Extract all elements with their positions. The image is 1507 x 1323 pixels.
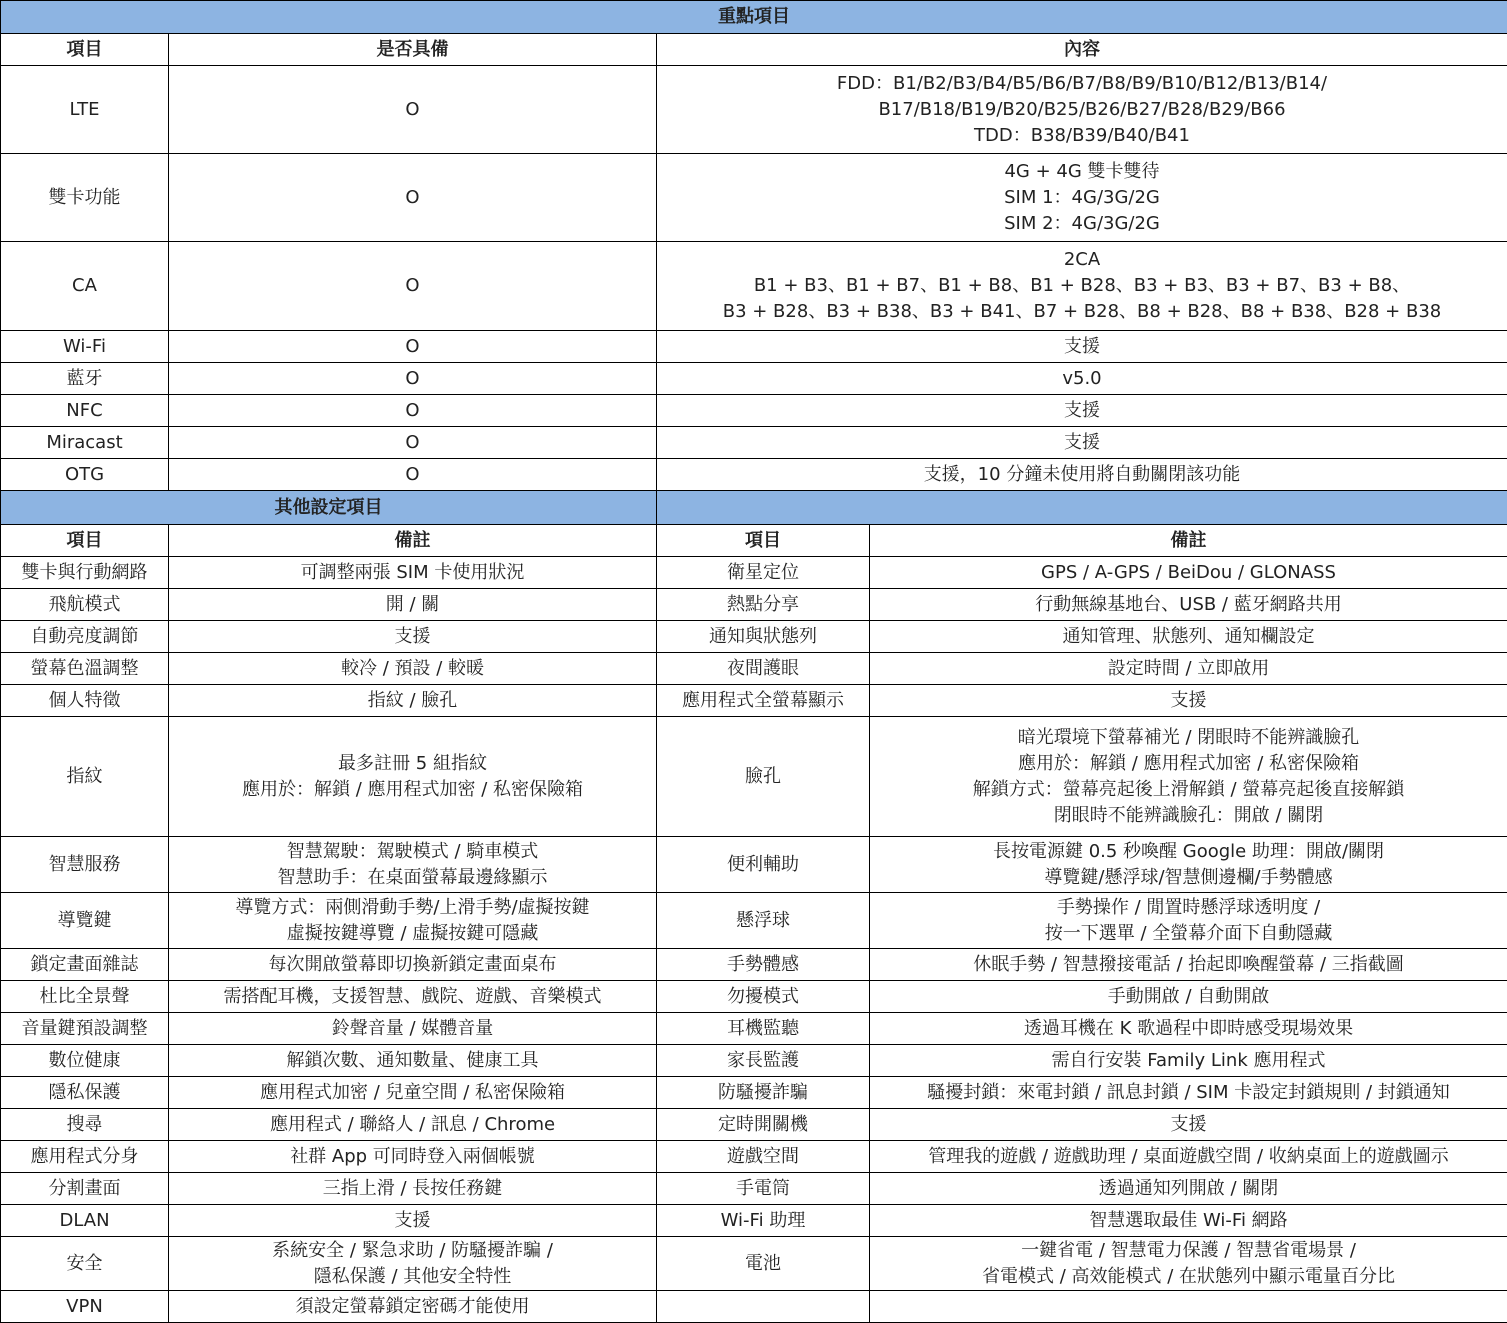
table-row <box>1 427 1507 459</box>
column-header-note-1: 備註 <box>169 525 657 557</box>
note-cell: 開 / 關 <box>169 589 657 621</box>
column-header-item-1: 項目 <box>1 525 169 557</box>
note-cell: 最多註冊 5 組指紋 應用於：解鎖 / 應用程式加密 / 私密保險箱 <box>169 717 657 837</box>
item-cell: 數位健康 <box>1 1045 169 1077</box>
content-cell: 支援 <box>657 427 1507 459</box>
item-cell: Wi-Fi 助理 <box>657 1205 870 1237</box>
item-cell: 勿擾模式 <box>657 981 870 1013</box>
note-cell: 三指上滑 / 長按任務鍵 <box>169 1173 657 1205</box>
item-cell: 分割畫面 <box>1 1173 169 1205</box>
note-cell: 需搭配耳機，支援智慧、戲院、遊戲、音樂模式 <box>169 981 657 1013</box>
content-cell: v5.0 <box>657 363 1507 395</box>
note-cell: 管理我的遊戲 / 遊戲助理 / 桌面遊戲空間 / 收納桌面上的遊戲圖示 <box>870 1141 1507 1173</box>
item-cell: 懸浮球 <box>657 893 870 949</box>
note-cell: 系統安全 / 緊急求助 / 防騷擾詐騙 / 隱私保護 / 其他安全特性 <box>169 1237 657 1291</box>
table-header-row <box>1 525 1507 557</box>
item-cell: 便利輔助 <box>657 837 870 893</box>
item-cell: 指紋 <box>1 717 169 837</box>
note-cell: 應用程式 / 聯絡人 / 訊息 / Chrome <box>169 1109 657 1141</box>
note-cell: 較冷 / 預設 / 較暖 <box>169 653 657 685</box>
table-row <box>1 557 1507 589</box>
item-cell: 熱點分享 <box>657 589 870 621</box>
item-cell: 防騷擾詐騙 <box>657 1077 870 1109</box>
note-cell: 導覽方式：兩側滑動手勢/上滑手勢/虛擬按鍵 虛擬按鍵導覽 / 虛擬按鍵可隱藏 <box>169 893 657 949</box>
item-cell: 遊戲空間 <box>657 1141 870 1173</box>
availability-cell: O <box>169 363 657 395</box>
table-row <box>1 1141 1507 1173</box>
section-title-other: 其他設定項目 <box>1 491 657 525</box>
table-row <box>1 242 1507 331</box>
note-cell: GPS / A-GPS / BeiDou / GLONASS <box>870 557 1507 589</box>
item-cell: 夜間護眼 <box>657 653 870 685</box>
item-cell: 應用程式全螢幕顯示 <box>657 685 870 717</box>
item-cell: 自動亮度調節 <box>1 621 169 653</box>
availability-cell: O <box>169 395 657 427</box>
item-cell: 雙卡功能 <box>1 154 169 242</box>
table-row <box>1 837 1507 893</box>
content-cell: 支援 <box>657 331 1507 363</box>
content-cell: 支援，10 分鐘未使用將自動關閉該功能 <box>657 459 1507 491</box>
note-cell: 解鎖次數、通知數量、健康工具 <box>169 1045 657 1077</box>
availability-cell: O <box>169 459 657 491</box>
note-cell: 支援 <box>870 1109 1507 1141</box>
item-cell: 音量鍵預設調整 <box>1 1013 169 1045</box>
note-cell: 智慧駕駛：駕駛模式 / 騎車模式 智慧助手：在桌面螢幕最邊緣顯示 <box>169 837 657 893</box>
section-header-row <box>1 491 1507 525</box>
note-cell: 透過耳機在 K 歌過程中即時感受現場效果 <box>870 1013 1507 1045</box>
note-cell: 支援 <box>870 685 1507 717</box>
availability-cell: O <box>169 66 657 154</box>
item-cell: 耳機監聽 <box>657 1013 870 1045</box>
note-cell: 行動無線基地台、USB / 藍牙網路共用 <box>870 589 1507 621</box>
item-cell: NFC <box>1 395 169 427</box>
item-cell: 家長監護 <box>657 1045 870 1077</box>
item-cell: 螢幕色溫調整 <box>1 653 169 685</box>
content-cell: 4G + 4G 雙卡雙待 SIM 1：4G/3G/2G SIM 2：4G/3G/2G <box>657 154 1507 242</box>
note-cell <box>870 1291 1507 1323</box>
table-row <box>1 331 1507 363</box>
note-cell: 一鍵省電 / 智慧電力保護 / 智慧省電場景 / 省電模式 / 高效能模式 / 在狀態列中顯示電量百分比 <box>870 1237 1507 1291</box>
note-cell: 休眠手勢 / 智慧撥接電話 / 抬起即喚醒螢幕 / 三指截圖 <box>870 949 1507 981</box>
column-header-availability: 是否具備 <box>169 34 657 66</box>
note-cell: 智慧選取最佳 Wi-Fi 網路 <box>870 1205 1507 1237</box>
availability-cell: O <box>169 154 657 242</box>
item-cell: 導覽鍵 <box>1 893 169 949</box>
item-cell: 飛航模式 <box>1 589 169 621</box>
item-cell: Miracast <box>1 427 169 459</box>
item-cell: 定時開關機 <box>657 1109 870 1141</box>
item-cell: Wi-Fi <box>1 331 169 363</box>
item-cell: 搜尋 <box>1 1109 169 1141</box>
table-row <box>1 589 1507 621</box>
note-cell: 每次開啟螢幕即切換新鎖定畫面桌布 <box>169 949 657 981</box>
table-row <box>1 459 1507 491</box>
section-title-key: 重點項目 <box>1 1 1507 34</box>
item-cell: OTG <box>1 459 169 491</box>
item-cell: 個人特徵 <box>1 685 169 717</box>
table-row <box>1 717 1507 837</box>
note-cell: 鈴聲音量 / 媒體音量 <box>169 1013 657 1045</box>
table-row <box>1 1205 1507 1237</box>
note-cell: 手動開啟 / 自動開啟 <box>870 981 1507 1013</box>
table-row <box>1 949 1507 981</box>
note-cell: 應用程式加密 / 兒童空間 / 私密保險箱 <box>169 1077 657 1109</box>
availability-cell: O <box>169 331 657 363</box>
item-cell: LTE <box>1 66 169 154</box>
item-cell: 衛星定位 <box>657 557 870 589</box>
item-cell: CA <box>1 242 169 331</box>
table-row <box>1 893 1507 949</box>
item-cell: 應用程式分身 <box>1 1141 169 1173</box>
item-cell: VPN <box>1 1291 169 1323</box>
table-row <box>1 1109 1507 1141</box>
note-cell: 長按電源鍵 0.5 秒喚醒 Google 助理：開啟/關閉 導覽鍵/懸浮球/智慧側邊欄/手勢體感 <box>870 837 1507 893</box>
table-header-row <box>1 34 1507 66</box>
table-row <box>1 685 1507 717</box>
item-cell: 通知與狀態列 <box>657 621 870 653</box>
item-cell: 安全 <box>1 1237 169 1291</box>
section-header-blank <box>657 491 1507 525</box>
item-cell: 杜比全景聲 <box>1 981 169 1013</box>
section-header-row <box>1 1 1507 34</box>
item-cell: 智慧服務 <box>1 837 169 893</box>
availability-cell: O <box>169 427 657 459</box>
item-cell: 電池 <box>657 1237 870 1291</box>
table-row <box>1 66 1507 154</box>
table-row <box>1 1173 1507 1205</box>
column-header-note-2: 備註 <box>870 525 1507 557</box>
item-cell: 隱私保護 <box>1 1077 169 1109</box>
content-cell: 支援 <box>657 395 1507 427</box>
note-cell: 需自行安裝 Family Link 應用程式 <box>870 1045 1507 1077</box>
table-row <box>1 363 1507 395</box>
note-cell: 社群 App 可同時登入兩個帳號 <box>169 1141 657 1173</box>
table-row <box>1 653 1507 685</box>
table-row <box>1 395 1507 427</box>
note-cell: 支援 <box>169 1205 657 1237</box>
table-row <box>1 621 1507 653</box>
note-cell: 須設定螢幕鎖定密碼才能使用 <box>169 1291 657 1323</box>
note-cell: 支援 <box>169 621 657 653</box>
content-cell: 2CA B1 + B3、B1 + B7、B1 + B8、B1 + B28、B3 + B3、B3 + B7、B3 + B8、 B3 + B28、B3 + B38、B3 + B41、B7 + B28、B8 + B28、B8 + B38、B28 + B38 <box>657 242 1507 331</box>
item-cell: 手勢體感 <box>657 949 870 981</box>
note-cell: 設定時間 / 立即啟用 <box>870 653 1507 685</box>
availability-cell: O <box>169 242 657 331</box>
table-row <box>1 1045 1507 1077</box>
note-cell: 通知管理、狀態列、通知欄設定 <box>870 621 1507 653</box>
note-cell: 可調整兩張 SIM 卡使用狀況 <box>169 557 657 589</box>
column-header-content: 內容 <box>657 34 1507 66</box>
item-cell: 藍牙 <box>1 363 169 395</box>
column-header-item-2: 項目 <box>657 525 870 557</box>
table-row <box>1 1013 1507 1045</box>
item-cell: 鎖定畫面雜誌 <box>1 949 169 981</box>
note-cell: 騷擾封鎖：來電封鎖 / 訊息封鎖 / SIM 卡設定封鎖規則 / 封鎖通知 <box>870 1077 1507 1109</box>
table-row <box>1 981 1507 1013</box>
item-cell: 臉孔 <box>657 717 870 837</box>
table-row <box>1 154 1507 242</box>
table-row <box>1 1077 1507 1109</box>
item-cell: 雙卡與行動網路 <box>1 557 169 589</box>
note-cell: 透過通知列開啟 / 關閉 <box>870 1173 1507 1205</box>
note-cell: 手勢操作 / 閒置時懸浮球透明度 / 按一下選單 / 全螢幕介面下自動隱藏 <box>870 893 1507 949</box>
item-cell: 手電筒 <box>657 1173 870 1205</box>
column-header-item: 項目 <box>1 34 169 66</box>
content-cell: FDD：B1/B2/B3/B4/B5/B6/B7/B8/B9/B10/B12/B13/B14/ B17/B18/B19/B20/B25/B26/B27/B28/B29/B66 TDD：B38/B39/B40/B41 <box>657 66 1507 154</box>
item-cell <box>657 1291 870 1323</box>
item-cell: DLAN <box>1 1205 169 1237</box>
table-row <box>1 1291 1507 1323</box>
table-row <box>1 1237 1507 1291</box>
note-cell: 暗光環境下螢幕補光 / 閉眼時不能辨識臉孔 應用於：解鎖 / 應用程式加密 / 私密保險箱 解鎖方式：螢幕亮起後上滑解鎖 / 螢幕亮起後直接解鎖 閉眼時不能辨識臉孔：開啟 / 關閉 <box>870 717 1507 837</box>
note-cell: 指紋 / 臉孔 <box>169 685 657 717</box>
